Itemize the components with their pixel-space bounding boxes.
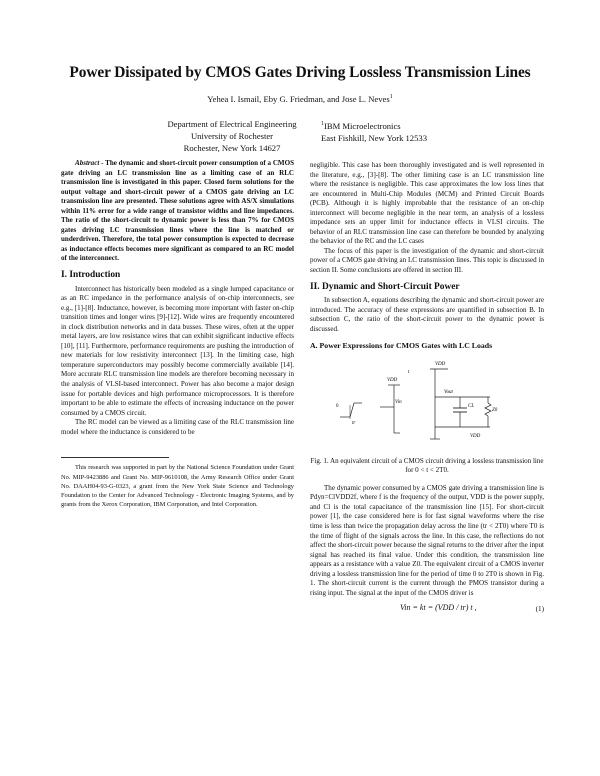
- label-vdd-inner: VDD: [387, 377, 398, 383]
- label-vdd-bottom: VDD: [470, 433, 481, 439]
- left-column: [61, 159, 294, 509]
- intro-paragraph-1: Interconnect has historically been modeled as a single lumped capacitance or as an RC impedance in the performance analysis of on-chip interconnects, see e.g., [1]-[8]. Inductance, however, is becoming more important with faster on-chip transition times and longer wires [9]-[12]. Wide wires are frequently encountered in clock distribution networks and in data busses. These wires, often at the upper metal layers, are low resistance wires that can exhibit significant inductive effects [10], [11]. Furthermore, performance requirements are pushing the introduction of new materials for low resistivity interconnect [13]. In the limiting case, high temperature superconductors may possibly become commercially available [14]. More accurate RLC transmission line models are therefore becoming necessary in the analysis of VLSI-based interconnect. Power has also become a major design issue for portable devices and high performance microprocessors. It is therefore important to be able to estimate the effects of increasing inductance on the power consumed by a CMOS circuit.: [61, 284, 294, 417]
- abstract-body: - The dynamic and short-circuit power consumption of a CMOS gate driving an LC transmission line as a limiting case of an RLC transmission line is investigated in this paper. Closed form solutions for the output voltage and short-circuit power of a CMOS gate driving an LC transmission line are presented. These solutions agree with AS/X simulations within 11% error for a wide range of transistor widths and line impedances. The ratio of the short-circuit to dynamic power is less than 7% for CMOS gates driving LC transmission lines where the line is matched or underdriven. Therefore, the total power consumption is expected to decrease as inductance effects becomes more significant as compared to an RC model of the interconnect.: [61, 159, 294, 263]
- paper-title: Power Dissipated by CMOS Gates Driving Lossless Transmission Lines: [69, 64, 531, 81]
- footnote-divider: [61, 457, 169, 458]
- affiliation-ibm: [321, 118, 511, 144]
- affil-line: $^1$IBM Microelectronics: [321, 120, 401, 131]
- intro-paragraph-2: The RC model can be viewed as a limiting case of the RLC transmission line model where the inductance is considered to be: [61, 418, 294, 436]
- figure-1-caption: Fig. 1. An equivalent circuit of a CMOS circuit driving a lossless transmission line for 0 < t < 2T0.: [310, 456, 544, 475]
- author-superscript: 1: [389, 94, 393, 101]
- affil-line: East Fishkill, New York 12533: [321, 132, 427, 143]
- ramp-rise: [350, 403, 354, 417]
- section-heading-introduction: I. Introduction: [61, 270, 121, 281]
- section-2-intro: In subsection A, equations describing the dynamic and short-circuit power are introduced. The accuracy of these expressions are quantified in subsection B. In subsection C, the ratio of the short-circuit power to the dynamic power is discussed.: [310, 296, 544, 333]
- equation-1: [310, 600, 544, 618]
- label-zero: 0: [336, 403, 339, 409]
- circuit-diagram: [310, 355, 544, 455]
- affil-line: Rochester, New York 14627: [183, 143, 281, 153]
- equation-1-number: (1): [535, 605, 544, 614]
- label-z0: Z0: [492, 407, 498, 413]
- body-paragraph-1: negligible. This case has been thoroughly investigated and is well represented in the literature, e.g., [3]-[8]. The other limiting case is an LC transmission line where the resistance is negligible. This case approximates the low loss lines that are encountered in Multi-Chip Modules (MCM) and Printed Circuit Boards (PCB). Although it is highly improbable that the resistance of an on-chip interconnect will become negligible in the near term, an analysis of a lossless impedance sets an upper limit for inductance effects in VLSI circuits. The behavior of an RLC transmission line case can therefore be bounded by analyzing the behavior of the RC and the LC cases: [310, 161, 544, 246]
- abstract-label: Abstract: [75, 159, 100, 167]
- abstract: [61, 159, 294, 264]
- resistor-z0: [485, 403, 491, 416]
- affil-line: Department of Electrical Engineering: [167, 119, 297, 129]
- authors: Yehea I. Ismail, Eby G. Friedman, and Jose L. Neves: [207, 94, 390, 104]
- subsection-heading-a: A. Power Expressions for CMOS Gates with LC Loads: [310, 341, 493, 351]
- affil-superscript: 1: [321, 121, 324, 127]
- author-line: [0, 94, 600, 104]
- affiliation-rochester: [142, 118, 322, 154]
- section-heading-dynamic-power: II. Dynamic and Short-Circuit Power: [310, 281, 460, 292]
- equation-1-expression: Vin = kt = (VDD / tr) t ,: [400, 603, 477, 613]
- label-t: t: [408, 369, 410, 375]
- label-cl: CL: [468, 403, 475, 409]
- label-vout: Vout: [444, 389, 453, 395]
- affil-line: University of Rochester: [190, 131, 274, 141]
- label-vin: Vin: [395, 399, 402, 405]
- figure-1: [310, 355, 544, 455]
- body-paragraph-3: The dynamic power consumed by a CMOS gate driving a transmission line is Pdyn=ClVDD2f, where f is the frequency of the output, VDD is the power supply, and Cl is the total capacitance of the transmission line [15]. For short-circuit power [1], the case considered here is for fast signal waveforms where the rise time is less than twice the propagation delay across the line (tr < 2T0) where T0 is the time of flight of the signals across the line. In this case, the reflections do not affect the short-circuit power because the signal returns to the driver after the input signal has reached its final value. Under this condition, the transmission line appears as a resistance with a value Z0. The equivalent circuit of a CMOS inverter driving a lossless transmission line for the period of time 0 to 2T0 is shown in Fig. 1. The short-circuit current is the current through the PMOS transistor during a rising input. The signal at the input of the CMOS driver is: [310, 483, 544, 597]
- footnote: This research was supported in part by the National Science Foundation under Grant No. MIP-9423886 and Grant No. MIP-9610108, the Army Research Office under Grant No. DAAH04-93-G-0323, a grant from the New York State Science and Technology Foundation to the Center for Advanced Technology - Electronic Imaging Systems, and by grants from the Xerox Corporation, IBM Corporation, and Intel Corporation.: [61, 464, 294, 509]
- right-column: [310, 161, 544, 618]
- label-vdd-top: VDD: [435, 361, 446, 367]
- label-tr: tr: [352, 420, 356, 426]
- body-paragraph-2: The focus of this paper is the investigation of the dynamic and short-circuit power of a CMOS gate driving an LC transmission lines. This topic is discussed in section II. Some conclusions are offered in section III.: [310, 246, 544, 275]
